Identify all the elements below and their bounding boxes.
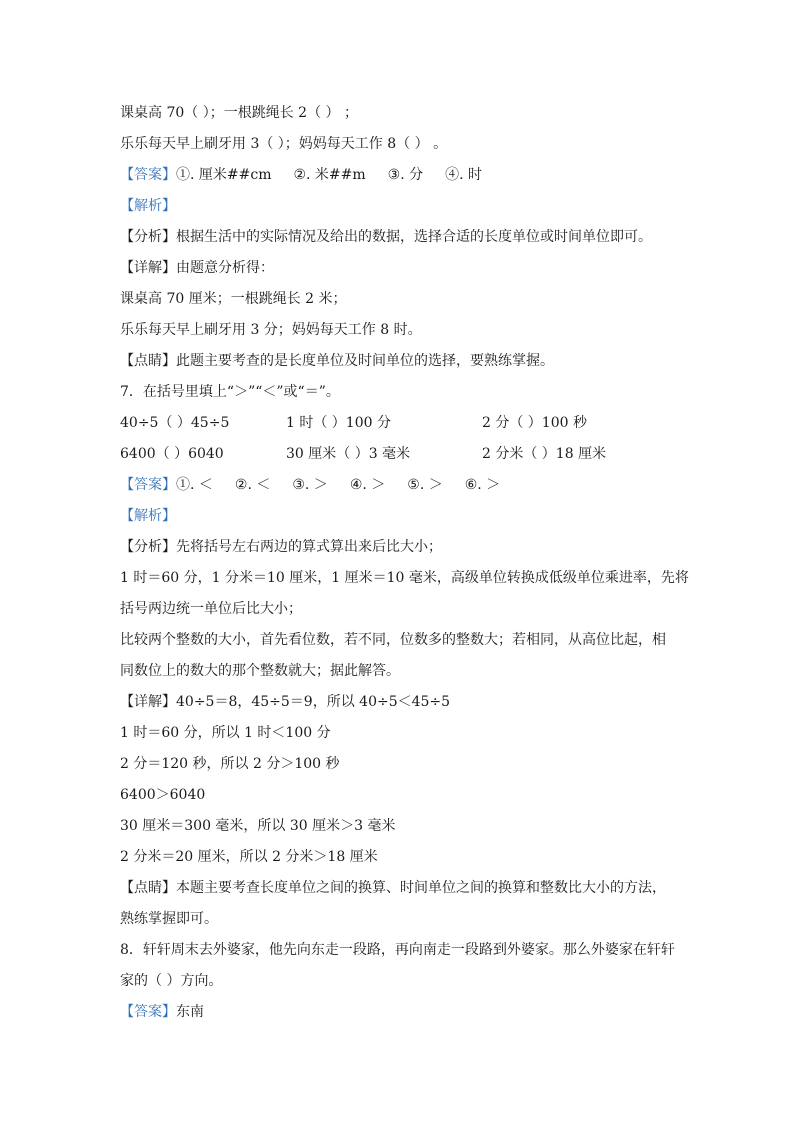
question-line: 乐乐每天早上刷牙用 3（ ）；妈妈每天工作 8（ ） 。 — [120, 136, 448, 152]
compare-item: 1 时（ ）100 分 — [286, 415, 391, 431]
xiangjie-tag: 【详解】 — [120, 260, 176, 276]
analysis-tag: 【解析】 — [120, 508, 176, 524]
answer-line — [120, 997, 680, 1028]
analysis-line: 1 时＝60 分，1 分米＝10 厘米，1 厘米＝10 毫米，高级单位转换成低级单位乘进率，先将 — [120, 570, 689, 586]
compare-item: 2 分（ ）100 秒 — [482, 415, 587, 431]
compare-row — [120, 408, 680, 439]
question-title: 家的（ ）方向。 — [120, 973, 223, 989]
answer-item: ④. 时 — [445, 167, 483, 183]
answer-item: ⑤. ＞ — [407, 477, 443, 493]
detail-line: 30 厘米＝300 毫米，所以 30 厘米＞3 毫米 — [120, 818, 396, 834]
compare-item: 40÷5（ ）45÷5 — [120, 415, 230, 431]
detail-line: 6400＞6040 — [120, 787, 206, 803]
compare-row — [120, 439, 680, 470]
document-page — [120, 98, 689, 1028]
answer-item: ⑥. ＞ — [464, 477, 501, 493]
answer-tag: 【答案】 — [120, 1004, 176, 1020]
answer-text: 东南 — [176, 1004, 204, 1020]
analysis-line: 比较两个整数的大小，首先看位数，若不同，位数多的整数大；若相同，从高位比起，相 — [120, 632, 666, 648]
fenxi-tag: 【分析】 — [120, 229, 176, 245]
xiangjie-tag: 【详解】 — [120, 694, 176, 710]
analysis-line — [120, 532, 680, 563]
analysis-tag: 【解析】 — [120, 198, 176, 214]
answer-item: ②. ＜ — [234, 477, 271, 493]
compare-item: 6400（ ）6040 — [120, 446, 224, 462]
analysis-heading — [120, 191, 680, 222]
compare-item: 30 厘米（ ）3 毫米 — [286, 446, 411, 462]
detail-line: 乐乐每天早上刷牙用 3 分；妈妈每天工作 8 时。 — [120, 322, 422, 338]
analysis-line: 括号两边统一单位后比大小； — [120, 601, 302, 617]
detail-line — [120, 687, 680, 718]
question-line: 课桌高 70（ ）；一根跳绳长 2（ ） ； — [120, 105, 358, 121]
answer-line — [120, 160, 680, 191]
answer-item: ③. 分 — [387, 167, 424, 183]
dianjing-tag: 【点睛】 — [120, 880, 176, 896]
xiangjie-text: 由题意分析得： — [176, 260, 274, 276]
dianjing-text: 本题主要考查长度单位之间的换算、时间单位之间的换算和整数比大小的方法， — [176, 880, 666, 896]
fenxi-text: 先将括号左右两边的算式算出来后比大小； — [176, 539, 442, 555]
comment-line — [120, 873, 680, 904]
compare-item: 2 分米（ ）18 厘米 — [482, 446, 607, 462]
answer-tag: 【答案】 — [120, 167, 176, 183]
detail-line — [120, 253, 680, 284]
xiangjie-text: 40÷5＝8，45÷5＝9，所以 40÷5＜45÷5 — [176, 694, 451, 710]
fenxi-tag: 【分析】 — [120, 539, 176, 555]
answer-tag: 【答案】 — [120, 477, 176, 493]
analysis-line — [120, 222, 680, 253]
question-title: 8．轩轩周末去外婆家，他先向东走一段路，再向南走一段路到外婆家。那么外婆家在轩轩 — [120, 942, 675, 958]
answer-item: ④. ＞ — [349, 477, 386, 493]
comment-line — [120, 346, 680, 377]
detail-line: 1 时＝60 分，所以 1 时＜100 分 — [120, 725, 331, 741]
fenxi-text: 根据生活中的实际情况及给出的数据，选择合适的长度单位或时间单位即可。 — [176, 229, 652, 245]
answer-item: ①. 厘米##cm — [176, 167, 272, 183]
answer-item: ③. ＞ — [292, 477, 328, 493]
detail-line: 2 分米＝20 厘米，所以 2 分米＞18 厘米 — [120, 849, 378, 865]
answer-item: ①. ＜ — [176, 477, 213, 493]
answer-item: ②. 米##m — [293, 167, 366, 183]
comment-line: 熟练掌握即可。 — [120, 911, 218, 927]
answer-line — [120, 470, 680, 501]
analysis-line: 同数位上的数大的那个整数就大；据此解答。 — [120, 663, 400, 679]
dianjing-text: 此题主要考查的是长度单位及时间单位的选择，要熟练掌握。 — [176, 353, 554, 369]
detail-line: 课桌高 70 厘米；一根跳绳长 2 米； — [120, 291, 347, 307]
detail-line: 2 分＝120 秒，所以 2 分＞100 秒 — [120, 756, 340, 772]
question-title: 7．在括号里填上“＞”“＜”或“＝”。 — [120, 384, 340, 400]
dianjing-tag: 【点睛】 — [120, 353, 176, 369]
analysis-heading — [120, 501, 680, 532]
